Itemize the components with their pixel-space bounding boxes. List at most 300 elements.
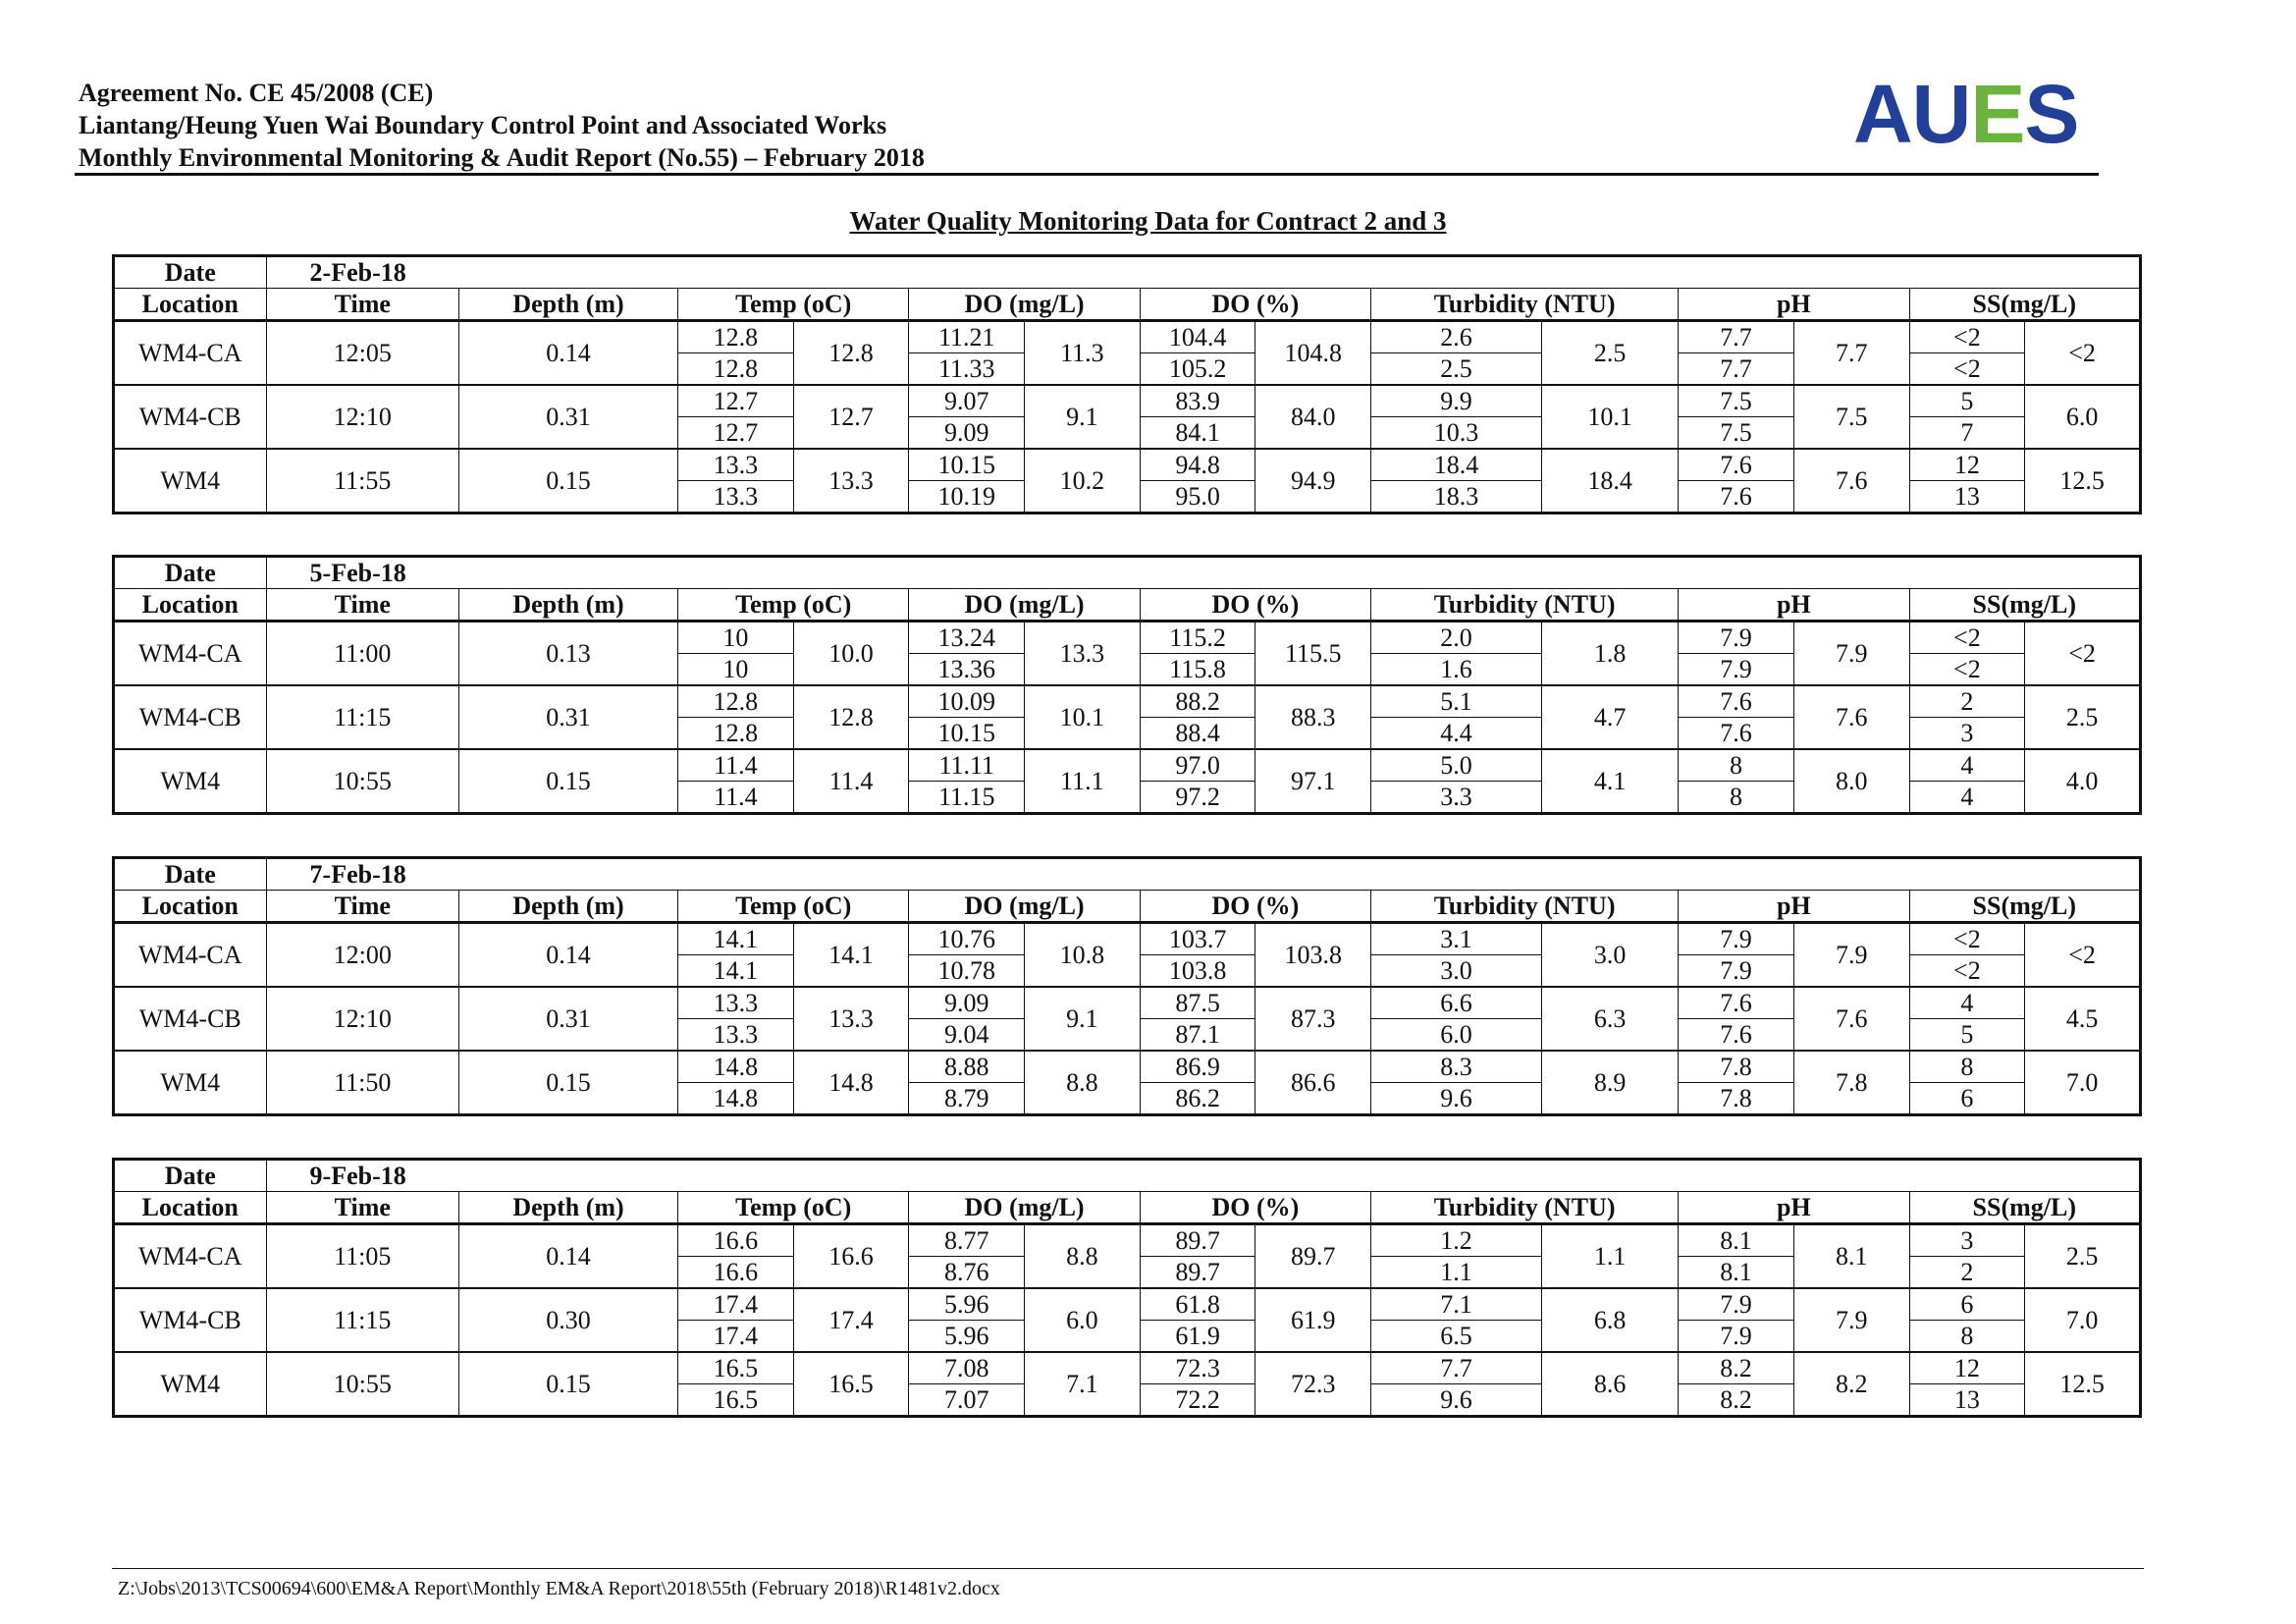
ph-average: 7.9 (1793, 1288, 1909, 1352)
temp-average: 10.0 (793, 622, 909, 686)
location-cell: WM4-CA (114, 1224, 267, 1289)
temp-average: 16.6 (793, 1224, 909, 1289)
do-mgl-average: 11.1 (1025, 749, 1141, 814)
location-cell: WM4 (114, 1051, 267, 1115)
table-row (114, 987, 2141, 1019)
temp-average: 12.7 (793, 385, 909, 449)
do-pct-reading-1: 83.9 (1140, 385, 1255, 417)
file-path-footer: Z:\Jobs\2013\TCS00694\600\EM&A Report\Monthly EM&A Report\2018\55th (February 2018)\R1481v2.docx (118, 1578, 1000, 1599)
do-pct-reading-2: 61.9 (1140, 1321, 1255, 1353)
turbidity-reading-2: 10.3 (1371, 417, 1542, 450)
header-depth: Depth (m) (458, 891, 677, 923)
temp-reading-1: 16.5 (678, 1352, 794, 1384)
turbidity-reading-1: 5.1 (1371, 685, 1542, 718)
time-cell: 12:10 (266, 385, 458, 449)
temp-average: 13.3 (793, 987, 909, 1051)
temp-reading-2: 11.4 (678, 782, 794, 814)
do-mgl-average: 13.3 (1025, 622, 1141, 686)
header-depth: Depth (m) (458, 1192, 677, 1224)
do-pct-reading-1: 94.8 (1140, 449, 1255, 481)
turbidity-reading-1: 6.6 (1371, 987, 1542, 1019)
temp-reading-1: 14.1 (678, 923, 794, 955)
do-mgl-reading-2: 8.76 (909, 1257, 1025, 1289)
do-pct-reading-1: 86.9 (1140, 1051, 1255, 1083)
ph-reading-2: 8 (1679, 782, 1794, 814)
do-mgl-reading-2: 8.79 (909, 1083, 1025, 1115)
do-mgl-average: 10.2 (1025, 449, 1141, 514)
turbidity-reading-1: 8.3 (1371, 1051, 1542, 1083)
table-row (114, 449, 2141, 481)
turbidity-reading-2: 3.3 (1371, 782, 1542, 814)
turbidity-reading-1: 7.1 (1371, 1288, 1542, 1321)
turbidity-reading-2: 9.6 (1371, 1083, 1542, 1115)
column-header-row (114, 1192, 2141, 1224)
date-value: 9-Feb-18 (266, 1160, 2140, 1192)
temp-reading-2: 12.8 (678, 353, 794, 386)
ss-reading-1: 5 (1909, 385, 2025, 417)
header-do-pct: DO (%) (1140, 891, 1370, 923)
turbidity-reading-2: 6.0 (1371, 1019, 1542, 1052)
ph-reading-2: 7.9 (1679, 654, 1794, 686)
turbidity-reading-2: 6.5 (1371, 1321, 1542, 1353)
date-row (114, 1160, 2141, 1192)
ss-average: 2.5 (2025, 1224, 2141, 1289)
table-row (114, 1051, 2141, 1083)
ph-reading-2: 8.1 (1679, 1257, 1794, 1289)
header-location: Location (114, 891, 267, 923)
date-row (114, 256, 2141, 289)
ss-reading-2: 2 (1909, 1257, 2025, 1289)
header-do-mgl: DO (mg/L) (909, 1192, 1140, 1224)
turbidity-average: 10.1 (1542, 385, 1679, 449)
header-ph: pH (1679, 289, 1909, 321)
ss-reading-1: 4 (1909, 749, 2025, 782)
ss-reading-1: 8 (1909, 1051, 2025, 1083)
do-pct-average: 87.3 (1255, 987, 1371, 1051)
column-header-row (114, 589, 2141, 622)
ss-average: 6.0 (2025, 385, 2141, 449)
do-mgl-average: 8.8 (1025, 1051, 1141, 1115)
do-pct-reading-1: 97.0 (1140, 749, 1255, 782)
ph-reading-2: 8.2 (1679, 1384, 1794, 1417)
temp-average: 13.3 (793, 449, 909, 514)
date-label: Date (114, 858, 267, 891)
footer-divider (112, 1568, 2144, 1569)
header-ss: SS(mg/L) (1909, 589, 2140, 622)
ph-reading-1: 7.9 (1679, 923, 1794, 955)
ss-reading-2: 13 (1909, 1384, 2025, 1417)
ss-reading-2: 13 (1909, 481, 2025, 514)
do-mgl-reading-2: 11.15 (909, 782, 1025, 814)
turbidity-average: 1.8 (1542, 622, 1679, 686)
ss-reading-2: 6 (1909, 1083, 2025, 1115)
do-mgl-reading-2: 10.15 (909, 718, 1025, 750)
turbidity-reading-1: 2.0 (1371, 622, 1542, 654)
depth-cell: 0.15 (458, 1051, 677, 1115)
do-pct-reading-2: 103.8 (1140, 955, 1255, 988)
ph-reading-1: 8.2 (1679, 1352, 1794, 1384)
do-pct-reading-2: 72.2 (1140, 1384, 1255, 1417)
location-cell: WM4 (114, 749, 267, 814)
ph-reading-2: 7.5 (1679, 417, 1794, 450)
ph-reading-2: 7.6 (1679, 481, 1794, 514)
do-pct-average: 94.9 (1255, 449, 1371, 514)
header-ph: pH (1679, 589, 1909, 622)
time-cell: 12:00 (266, 923, 458, 988)
do-mgl-reading-1: 5.96 (909, 1288, 1025, 1321)
depth-cell: 0.14 (458, 321, 677, 386)
ss-reading-1: 3 (1909, 1224, 2025, 1257)
header-do-mgl: DO (mg/L) (909, 589, 1140, 622)
ph-average: 7.7 (1793, 321, 1909, 386)
temp-reading-2: 12.8 (678, 718, 794, 750)
ph-average: 7.6 (1793, 685, 1909, 749)
time-cell: 12:05 (266, 321, 458, 386)
do-mgl-average: 7.1 (1025, 1352, 1141, 1417)
temp-reading-1: 17.4 (678, 1288, 794, 1321)
header-location: Location (114, 1192, 267, 1224)
ph-reading-2: 7.9 (1679, 955, 1794, 988)
ss-average: 7.0 (2025, 1051, 2141, 1115)
header-time: Time (266, 589, 458, 622)
do-pct-average: 103.8 (1255, 923, 1371, 988)
turbidity-average: 8.9 (1542, 1051, 1679, 1115)
temp-average: 14.1 (793, 923, 909, 988)
ph-average: 8.0 (1793, 749, 1909, 814)
ss-reading-2: 5 (1909, 1019, 2025, 1052)
do-mgl-reading-1: 10.09 (909, 685, 1025, 718)
header-temp: Temp (oC) (678, 289, 909, 321)
turbidity-reading-1: 9.9 (1371, 385, 1542, 417)
turbidity-average: 4.7 (1542, 685, 1679, 749)
ph-reading-1: 8 (1679, 749, 1794, 782)
turbidity-reading-2: 18.3 (1371, 481, 1542, 514)
ss-reading-2: <2 (1909, 353, 2025, 386)
do-pct-average: 115.5 (1255, 622, 1371, 686)
temp-reading-1: 11.4 (678, 749, 794, 782)
turbidity-reading-2: 3.0 (1371, 955, 1542, 988)
temp-reading-2: 12.7 (678, 417, 794, 450)
temp-reading-2: 10 (678, 654, 794, 686)
ss-reading-2: <2 (1909, 654, 2025, 686)
do-pct-reading-1: 103.7 (1140, 923, 1255, 955)
header-do-pct: DO (%) (1140, 289, 1370, 321)
do-mgl-reading-1: 9.07 (909, 385, 1025, 417)
temp-reading-1: 12.8 (678, 321, 794, 353)
ph-average: 7.9 (1793, 923, 1909, 988)
date-row (114, 557, 2141, 589)
report-title: Monthly Environmental Monitoring & Audit Report (No.55) – February 2018 (79, 143, 925, 172)
do-mgl-reading-2: 9.09 (909, 417, 1025, 450)
temp-reading-1: 14.8 (678, 1051, 794, 1083)
do-mgl-reading-1: 8.88 (909, 1051, 1025, 1083)
do-pct-reading-1: 89.7 (1140, 1224, 1255, 1257)
turbidity-reading-1: 1.2 (1371, 1224, 1542, 1257)
ss-average: 2.5 (2025, 685, 2141, 749)
location-cell: WM4-CA (114, 622, 267, 686)
aues-logo: AUES (1853, 68, 2079, 160)
header-ph: pH (1679, 891, 1909, 923)
page-title: Water Quality Monitoring Data for Contract 2 and 3 (849, 206, 1447, 236)
turbidity-reading-2: 4.4 (1371, 718, 1542, 750)
turbidity-reading-2: 2.5 (1371, 353, 1542, 386)
table-row (114, 321, 2141, 353)
header-do-mgl: DO (mg/L) (909, 289, 1140, 321)
header-depth: Depth (m) (458, 589, 677, 622)
do-mgl-reading-1: 13.24 (909, 622, 1025, 654)
do-mgl-reading-1: 10.76 (909, 923, 1025, 955)
header-depth: Depth (m) (458, 289, 677, 321)
do-pct-reading-1: 104.4 (1140, 321, 1255, 353)
do-pct-reading-2: 87.1 (1140, 1019, 1255, 1052)
do-pct-reading-1: 61.8 (1140, 1288, 1255, 1321)
temp-reading-2: 16.6 (678, 1257, 794, 1289)
ss-reading-1: <2 (1909, 923, 2025, 955)
temp-reading-2: 16.5 (678, 1384, 794, 1417)
ss-average: 4.5 (2025, 987, 2141, 1051)
do-mgl-average: 6.0 (1025, 1288, 1141, 1352)
ph-reading-2: 7.6 (1679, 1019, 1794, 1052)
ph-reading-2: 7.9 (1679, 1321, 1794, 1353)
do-mgl-average: 11.3 (1025, 321, 1141, 386)
ph-average: 7.6 (1793, 987, 1909, 1051)
do-pct-reading-2: 95.0 (1140, 481, 1255, 514)
header-divider (75, 173, 2099, 176)
ss-reading-1: 12 (1909, 449, 2025, 481)
do-pct-reading-2: 84.1 (1140, 417, 1255, 450)
date-label: Date (114, 256, 267, 289)
header-turbidity: Turbidity (NTU) (1371, 891, 1679, 923)
header-ss: SS(mg/L) (1909, 891, 2140, 923)
do-pct-reading-2: 115.8 (1140, 654, 1255, 686)
do-pct-reading-1: 72.3 (1140, 1352, 1255, 1384)
report-header (79, 77, 2099, 174)
turbidity-average: 2.5 (1542, 321, 1679, 386)
table-row (114, 1288, 2141, 1321)
do-mgl-reading-1: 10.15 (909, 449, 1025, 481)
table-row (114, 749, 2141, 782)
ss-reading-1: 4 (1909, 987, 2025, 1019)
header-temp: Temp (oC) (678, 891, 909, 923)
header-location: Location (114, 289, 267, 321)
temp-reading-2: 14.1 (678, 955, 794, 988)
temp-average: 16.5 (793, 1352, 909, 1417)
table-row (114, 685, 2141, 718)
location-cell: WM4-CB (114, 1288, 267, 1352)
table-row (114, 385, 2141, 417)
depth-cell: 0.14 (458, 1224, 677, 1289)
header-turbidity: Turbidity (NTU) (1371, 289, 1679, 321)
turbidity-average: 3.0 (1542, 923, 1679, 988)
ph-reading-1: 7.6 (1679, 449, 1794, 481)
ph-average: 7.9 (1793, 622, 1909, 686)
do-pct-average: 72.3 (1255, 1352, 1371, 1417)
temp-reading-1: 13.3 (678, 987, 794, 1019)
table-row (114, 1224, 2141, 1257)
depth-cell: 0.15 (458, 449, 677, 514)
do-mgl-reading-1: 11.11 (909, 749, 1025, 782)
turbidity-average: 4.1 (1542, 749, 1679, 814)
ss-average: <2 (2025, 622, 2141, 686)
do-mgl-average: 10.8 (1025, 923, 1141, 988)
agreement-number: Agreement No. CE 45/2008 (CE) (79, 79, 434, 107)
ph-reading-2: 7.7 (1679, 353, 1794, 386)
temp-reading-1: 10 (678, 622, 794, 654)
time-cell: 11:00 (266, 622, 458, 686)
ph-reading-1: 8.1 (1679, 1224, 1794, 1257)
time-cell: 11:50 (266, 1051, 458, 1115)
ph-average: 8.1 (1793, 1224, 1909, 1289)
ss-reading-2: 7 (1909, 417, 2025, 450)
turbidity-reading-1: 18.4 (1371, 449, 1542, 481)
ph-average: 7.5 (1793, 385, 1909, 449)
ss-average: 7.0 (2025, 1288, 2141, 1352)
ss-reading-1: <2 (1909, 321, 2025, 353)
depth-cell: 0.15 (458, 1352, 677, 1417)
do-pct-reading-1: 88.2 (1140, 685, 1255, 718)
do-pct-reading-1: 115.2 (1140, 622, 1255, 654)
ph-reading-1: 7.6 (1679, 685, 1794, 718)
date-label: Date (114, 1160, 267, 1192)
do-mgl-reading-1: 7.08 (909, 1352, 1025, 1384)
ss-average: <2 (2025, 321, 2141, 386)
location-cell: WM4 (114, 449, 267, 514)
temp-reading-1: 12.7 (678, 385, 794, 417)
header-time: Time (266, 891, 458, 923)
location-cell: WM4-CA (114, 923, 267, 988)
do-mgl-reading-1: 11.21 (909, 321, 1025, 353)
date-row (114, 858, 2141, 891)
turbidity-reading-2: 1.6 (1371, 654, 1542, 686)
monitoring-table (112, 856, 2142, 1116)
ss-reading-1: 2 (1909, 685, 2025, 718)
depth-cell: 0.30 (458, 1288, 677, 1352)
monitoring-table (112, 1158, 2142, 1418)
turbidity-average: 6.8 (1542, 1288, 1679, 1352)
time-cell: 10:55 (266, 749, 458, 814)
turbidity-average: 18.4 (1542, 449, 1679, 514)
depth-cell: 0.13 (458, 622, 677, 686)
header-ss: SS(mg/L) (1909, 1192, 2140, 1224)
temp-reading-1: 13.3 (678, 449, 794, 481)
ph-average: 7.6 (1793, 449, 1909, 514)
table-row (114, 923, 2141, 955)
do-mgl-average: 8.8 (1025, 1224, 1141, 1289)
temp-average: 12.8 (793, 321, 909, 386)
turbidity-reading-1: 2.6 (1371, 321, 1542, 353)
turbidity-average: 1.1 (1542, 1224, 1679, 1289)
time-cell: 10:55 (266, 1352, 458, 1417)
ss-reading-2: 8 (1909, 1321, 2025, 1353)
do-pct-average: 84.0 (1255, 385, 1371, 449)
do-mgl-reading-2: 10.19 (909, 481, 1025, 514)
time-cell: 12:10 (266, 987, 458, 1051)
do-mgl-reading-2: 9.04 (909, 1019, 1025, 1052)
do-mgl-reading-1: 8.77 (909, 1224, 1025, 1257)
header-time: Time (266, 1192, 458, 1224)
location-cell: WM4-CA (114, 321, 267, 386)
turbidity-reading-2: 9.6 (1371, 1384, 1542, 1417)
depth-cell: 0.31 (458, 987, 677, 1051)
date-label: Date (114, 557, 267, 589)
temp-average: 12.8 (793, 685, 909, 749)
turbidity-average: 8.6 (1542, 1352, 1679, 1417)
column-header-row (114, 289, 2141, 321)
depth-cell: 0.14 (458, 923, 677, 988)
temp-average: 17.4 (793, 1288, 909, 1352)
do-pct-reading-1: 87.5 (1140, 987, 1255, 1019)
do-mgl-reading-1: 9.09 (909, 987, 1025, 1019)
do-pct-average: 104.8 (1255, 321, 1371, 386)
project-name: Liantang/Heung Yuen Wai Boundary Control Point and Associated Works (79, 111, 887, 139)
do-mgl-reading-2: 13.36 (909, 654, 1025, 686)
header-do-mgl: DO (mg/L) (909, 891, 1140, 923)
temp-reading-2: 14.8 (678, 1083, 794, 1115)
header-temp: Temp (oC) (678, 589, 909, 622)
ph-reading-1: 7.8 (1679, 1051, 1794, 1083)
do-mgl-average: 9.1 (1025, 385, 1141, 449)
ph-average: 8.2 (1793, 1352, 1909, 1417)
depth-cell: 0.31 (458, 385, 677, 449)
temp-average: 11.4 (793, 749, 909, 814)
do-pct-reading-2: 86.2 (1140, 1083, 1255, 1115)
time-cell: 11:05 (266, 1224, 458, 1289)
do-mgl-reading-2: 5.96 (909, 1321, 1025, 1353)
temp-reading-2: 17.4 (678, 1321, 794, 1353)
ph-reading-2: 7.8 (1679, 1083, 1794, 1115)
ss-reading-1: 12 (1909, 1352, 2025, 1384)
monitoring-table (112, 254, 2142, 514)
header-ph: pH (1679, 1192, 1909, 1224)
do-pct-reading-2: 105.2 (1140, 353, 1255, 386)
do-mgl-average: 9.1 (1025, 987, 1141, 1051)
do-pct-average: 97.1 (1255, 749, 1371, 814)
do-pct-reading-2: 88.4 (1140, 718, 1255, 750)
ph-reading-2: 7.6 (1679, 718, 1794, 750)
time-cell: 11:15 (266, 685, 458, 749)
header-temp: Temp (oC) (678, 1192, 909, 1224)
ss-average: 4.0 (2025, 749, 2141, 814)
temp-reading-2: 13.3 (678, 481, 794, 514)
do-pct-average: 61.9 (1255, 1288, 1371, 1352)
temp-reading-2: 13.3 (678, 1019, 794, 1052)
turbidity-reading-1: 3.1 (1371, 923, 1542, 955)
do-pct-average: 88.3 (1255, 685, 1371, 749)
do-mgl-reading-2: 7.07 (909, 1384, 1025, 1417)
date-value: 2-Feb-18 (266, 256, 2140, 289)
do-pct-reading-2: 89.7 (1140, 1257, 1255, 1289)
do-pct-average: 89.7 (1255, 1224, 1371, 1289)
header-do-pct: DO (%) (1140, 589, 1370, 622)
ph-reading-1: 7.9 (1679, 1288, 1794, 1321)
temp-average: 14.8 (793, 1051, 909, 1115)
location-cell: WM4-CB (114, 685, 267, 749)
column-header-row (114, 891, 2141, 923)
turbidity-average: 6.3 (1542, 987, 1679, 1051)
do-mgl-reading-2: 10.78 (909, 955, 1025, 988)
ss-reading-2: <2 (1909, 955, 2025, 988)
ph-reading-1: 7.6 (1679, 987, 1794, 1019)
do-mgl-average: 10.1 (1025, 685, 1141, 749)
ph-reading-1: 7.7 (1679, 321, 1794, 353)
do-pct-average: 86.6 (1255, 1051, 1371, 1115)
ss-reading-2: 4 (1909, 782, 2025, 814)
ss-reading-1: 6 (1909, 1288, 2025, 1321)
turbidity-reading-1: 7.7 (1371, 1352, 1542, 1384)
ph-average: 7.8 (1793, 1051, 1909, 1115)
ss-reading-2: 3 (1909, 718, 2025, 750)
depth-cell: 0.15 (458, 749, 677, 814)
